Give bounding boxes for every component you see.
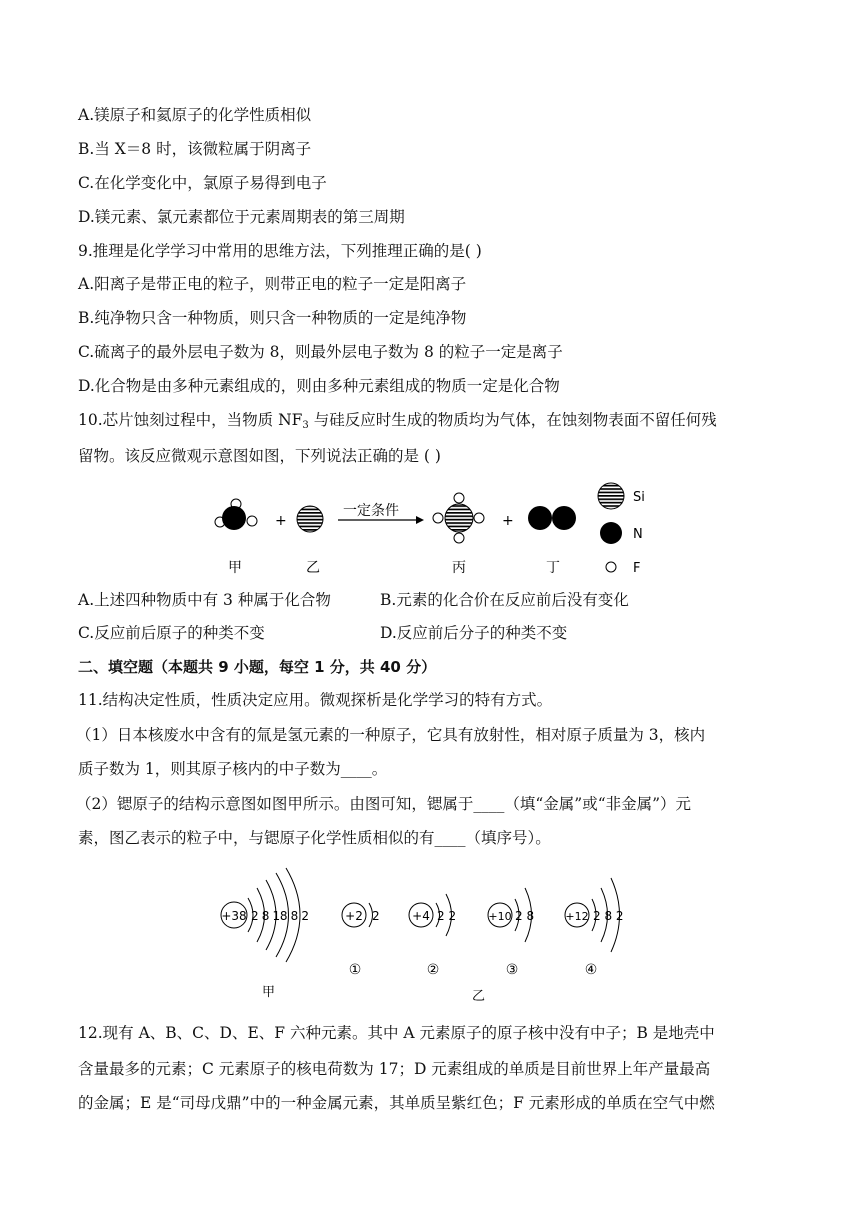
label-jia: 甲 — [228, 560, 242, 576]
q9-option-a: A.阳离子是带正电的粒子，则带正电的粒子一定是阳离子 — [78, 275, 467, 293]
sr-shells-label: 2 8 18 8 2 — [251, 909, 309, 923]
label-ding: 丁 — [546, 560, 560, 576]
q11-part2-line1: （2）锶原子的结构示意图如图甲所示。由图可知，锶属于____（填“金属”或“非金属”）元 — [76, 795, 692, 813]
legend-f: F — [633, 561, 641, 576]
q11-atom-structure-figure — [210, 866, 650, 1006]
particle-2-shells: 2 2 — [437, 909, 457, 923]
particle-2 — [409, 894, 456, 978]
particle-1-nucleus: +2 — [345, 909, 363, 923]
label-yi: 乙 — [306, 560, 320, 576]
molecule-sif4 — [433, 493, 484, 543]
q10-stem-sub: 3 — [302, 420, 309, 431]
particle-1-number: ① — [348, 962, 362, 978]
q8-option-c: C.在化学变化中，氯原子易得到电子 — [78, 174, 327, 192]
q10-stem-line1 — [78, 409, 717, 437]
q8-option-b: B.当 X＝8 时，该微粒属于阴离子 — [78, 140, 312, 158]
q12-line3: 的金属；E 是“司母戊鼎”中的一种金属元素，其单质呈紫红色；F 元素形成的单质在空气中燃 — [78, 1094, 715, 1112]
q10-reaction-diagram — [200, 478, 670, 580]
particle-2-number: ② — [426, 962, 440, 978]
q10-option-c: C.反应前后原子的种类不变 — [78, 624, 265, 642]
q10-option-d: D.反应前后分子的种类不变 — [380, 624, 568, 642]
sr-nucleus-label: +38 — [221, 909, 247, 923]
q9-stem: 9.推理是化学学习中常用的思维方法，下列推理正确的是( ) — [78, 242, 482, 260]
plus-sign-1: + — [275, 513, 287, 529]
particle-4-number: ④ — [584, 962, 598, 978]
particle-3-nucleus: +10 — [488, 910, 512, 923]
q10-option-b: B.元素的化合价在反应前后没有变化 — [380, 591, 629, 609]
reaction-condition: 一定条件 — [343, 503, 399, 519]
label-yi-fig: 乙 — [472, 989, 486, 1004]
q9-option-d: D.化合物是由多种元素组成的，则由多种元素组成的物质一定是化合物 — [78, 377, 560, 395]
q11-part1-line1: （1）日本核废水中含有的氚是氢元素的一种原子，它具有放射性，相对原子质量为 3，核内 — [76, 726, 706, 744]
section-title: 二、填空题（本题共 9 小题，每空 1 分，共 40 分） — [78, 658, 437, 676]
q9-option-c: C.硫离子的最外层电子数为 8，则最外层电子数为 8 的粒子一定是离子 — [78, 343, 563, 361]
legend-n: N — [633, 527, 643, 542]
atom-si — [297, 506, 323, 532]
particle-2-nucleus: +4 — [412, 909, 430, 923]
particle-4-shells: 2 8 2 — [593, 909, 624, 923]
molecule-n2 — [528, 506, 576, 530]
q10-stem-pre: 10.芯片蚀刻过程中，当物质 NF — [78, 411, 303, 429]
particle-4-nucleus: +12 — [565, 910, 589, 923]
q10-stem-post: 与硅反应时生成的物质均为气体，在蚀刻物表面不留任何残 — [308, 411, 717, 429]
label-bing: 丙 — [452, 560, 466, 576]
q12-line2: 含量最多的元素；C 元素原子的核电荷数为 17；D 元素组成的单质是目前世界上年产量最高 — [78, 1060, 711, 1078]
molecule-nf3 — [215, 499, 257, 530]
q12-line1: 12.现有 A、B、C、D、E、F 六种元素。其中 A 元素原子的原子核中没有中子；B 是地壳中 — [78, 1024, 715, 1042]
legend — [598, 483, 645, 576]
q10-option-a: A.上述四种物质中有 3 种属于化合物 — [78, 591, 331, 609]
q11-part1-line2: 质子数为 1，则其原子核内的中子数为____。 — [78, 760, 388, 778]
q8-option-d: D.镁元素、氯元素都位于元素周期表的第三周期 — [78, 208, 405, 226]
particle-3-number: ③ — [505, 962, 519, 978]
legend-si: Si — [633, 490, 645, 505]
q10-stem-line2: 留物。该反应微观示意图如图，下列说法正确的是 ( ) — [78, 447, 441, 465]
particle-4 — [565, 878, 624, 978]
particle-3 — [488, 888, 534, 978]
arrow-head — [416, 516, 424, 524]
q11-part2-line2: 素，图乙表示的粒子中，与锶原子化学性质相似的有____（填序号）。 — [78, 829, 551, 847]
q11-stem: 11.结构决定性质，性质决定应用。微观探析是化学学习的特有方式。 — [78, 691, 553, 709]
plus-sign-2: + — [502, 513, 514, 529]
label-jia-fig: 甲 — [262, 985, 276, 1000]
particle-1 — [342, 903, 380, 978]
strontium-diagram — [221, 868, 309, 1000]
particle-1-shells: 2 — [372, 909, 380, 923]
particle-3-shells: 2 8 — [515, 909, 535, 923]
q8-option-a: A.镁原子和氦原子的化学性质相似 — [78, 106, 312, 124]
q9-option-b: B.纯净物只含一种物质，则只含一种物质的一定是纯净物 — [78, 309, 467, 327]
